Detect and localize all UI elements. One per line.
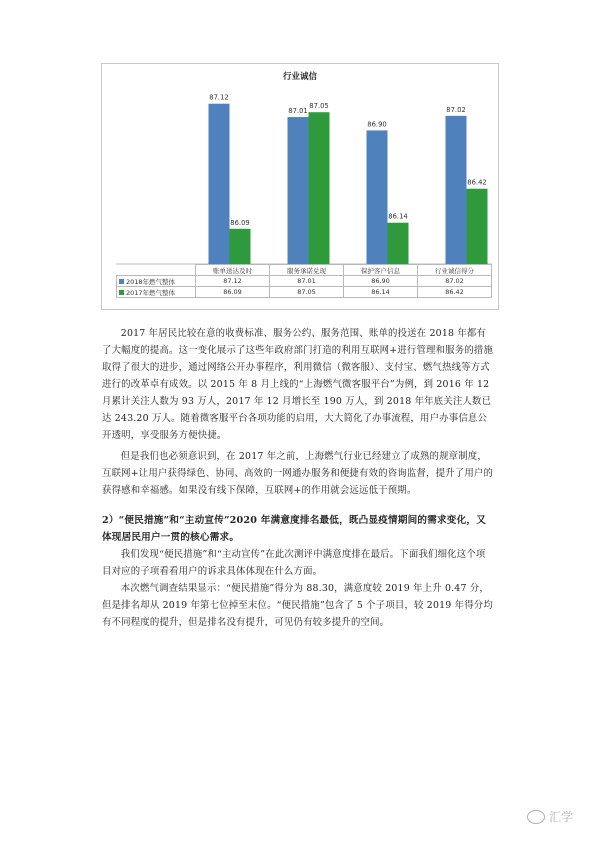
table-cell: 87.01 (270, 276, 344, 287)
bar-2018 (446, 116, 467, 264)
data-label: 86.14 (388, 212, 408, 221)
paragraph-1: 2017 年居民比较在意的收费标准、服务公约、服务范围、账单的投送在 2018 年都有了大幅度的提高。这一变化展示了这些年政府部门打造的利用互联网+进行管理和服务的措施取得了很大的进步，通过网络公开办事程序，利用微信（微客服）、支付宝、燃气热线等方式进行的改革卓有成效。以 2015 年 8 月上线的“上海燃气微客服平台”为例，到 2016 年 12 月累计关注人数为 93 万人，2017 年 12 月增长至 190 万人，到 2018 年年底关注人数已达 243.20 万人。随着微客服平台各项功能的启用，大大简化了办事流程，用户办事信息公开透明，享受服务方便快捷。 (102, 328, 494, 441)
paragraph-2: 但是我们也必须意识到，在 2017 年之前，上海燃气行业已经建立了成熟的规章制度，互联网+让用户获得绿色、协同、高效的一网通办服务和便捷有效的咨询监督，提升了用户的获得感和幸福感。如果没有线下保障，互联网+的作用就会远远低于预期。 (102, 451, 494, 496)
table-cell: 86.42 (418, 287, 492, 298)
bar-2017 (388, 223, 409, 264)
data-label: 86.09 (230, 218, 250, 227)
bar-2017 (467, 189, 488, 264)
table-cell: 87.12 (196, 276, 270, 287)
data-label: 87.01 (288, 107, 308, 116)
section-heading: 2）“便民措施”和“主动宣传”2020 年满意度排名最低，既凸显疫情期间的需求变化，又体现居民用户一贯的核心需求。 (102, 515, 486, 543)
bar-2018 (367, 130, 388, 264)
legend-label: 2017年燃气整体 (126, 288, 176, 297)
table-cell: 86.14 (344, 287, 418, 298)
table-row (117, 287, 492, 298)
table-cell: 87.05 (270, 287, 344, 298)
table-cell: 86.90 (344, 276, 418, 287)
watermark-text: 汇学 (549, 810, 574, 824)
table-col-header: 服务承诺兑现 (270, 265, 344, 276)
table-row-header (117, 287, 196, 298)
paragraph-3: 我们发现“便民措施”和“主动宣传”在此次测评中满意度排在最后。下面我们细化这个项目对应的子项看看用户的诉求具体体现在什么方面。 (102, 549, 486, 577)
chart-container (101, 63, 499, 310)
chart-title: 行业诚信 (282, 72, 317, 82)
table-header-row (117, 265, 492, 276)
legend-label: 2018年燃气整体 (126, 277, 176, 286)
legend-swatch-2018 (119, 279, 124, 284)
bar-2018 (209, 104, 230, 264)
table-row-header (117, 276, 196, 287)
table-corner (117, 265, 196, 276)
data-label: 87.02 (446, 105, 466, 114)
data-label: 86.90 (367, 120, 387, 129)
table-cell: 87.02 (418, 276, 492, 287)
data-label: 87.12 (209, 93, 229, 102)
table-col-header: 账单送达及时 (196, 265, 270, 276)
bar-2018 (288, 117, 309, 264)
data-label: 87.05 (309, 102, 329, 111)
table-col-header: 行业诚信得分 (418, 265, 492, 276)
bar-2017 (230, 229, 251, 264)
table-cell: 86.09 (196, 287, 270, 298)
legend-swatch-2017 (119, 290, 124, 295)
table-row (117, 276, 492, 287)
watermark-logo (527, 808, 573, 825)
bar-2017 (309, 112, 330, 264)
wechat-icon (527, 810, 545, 824)
table-col-header: 保护客户信息 (344, 265, 418, 276)
chart-data-table (116, 264, 492, 298)
data-label: 86.42 (467, 178, 487, 187)
paragraph-4: 本次燃气调查结果显示：“便民措施”得分为 88.30，满意度较 2019 年上升 0.47 分，但是排名却从 2019 年第七位掉至末位。“便民措施”包含了 5 个子项目，较 2019 年得分均有不同程度的提升，但是排名没有提升，可见仍有较多提升的空间。 (102, 583, 493, 628)
